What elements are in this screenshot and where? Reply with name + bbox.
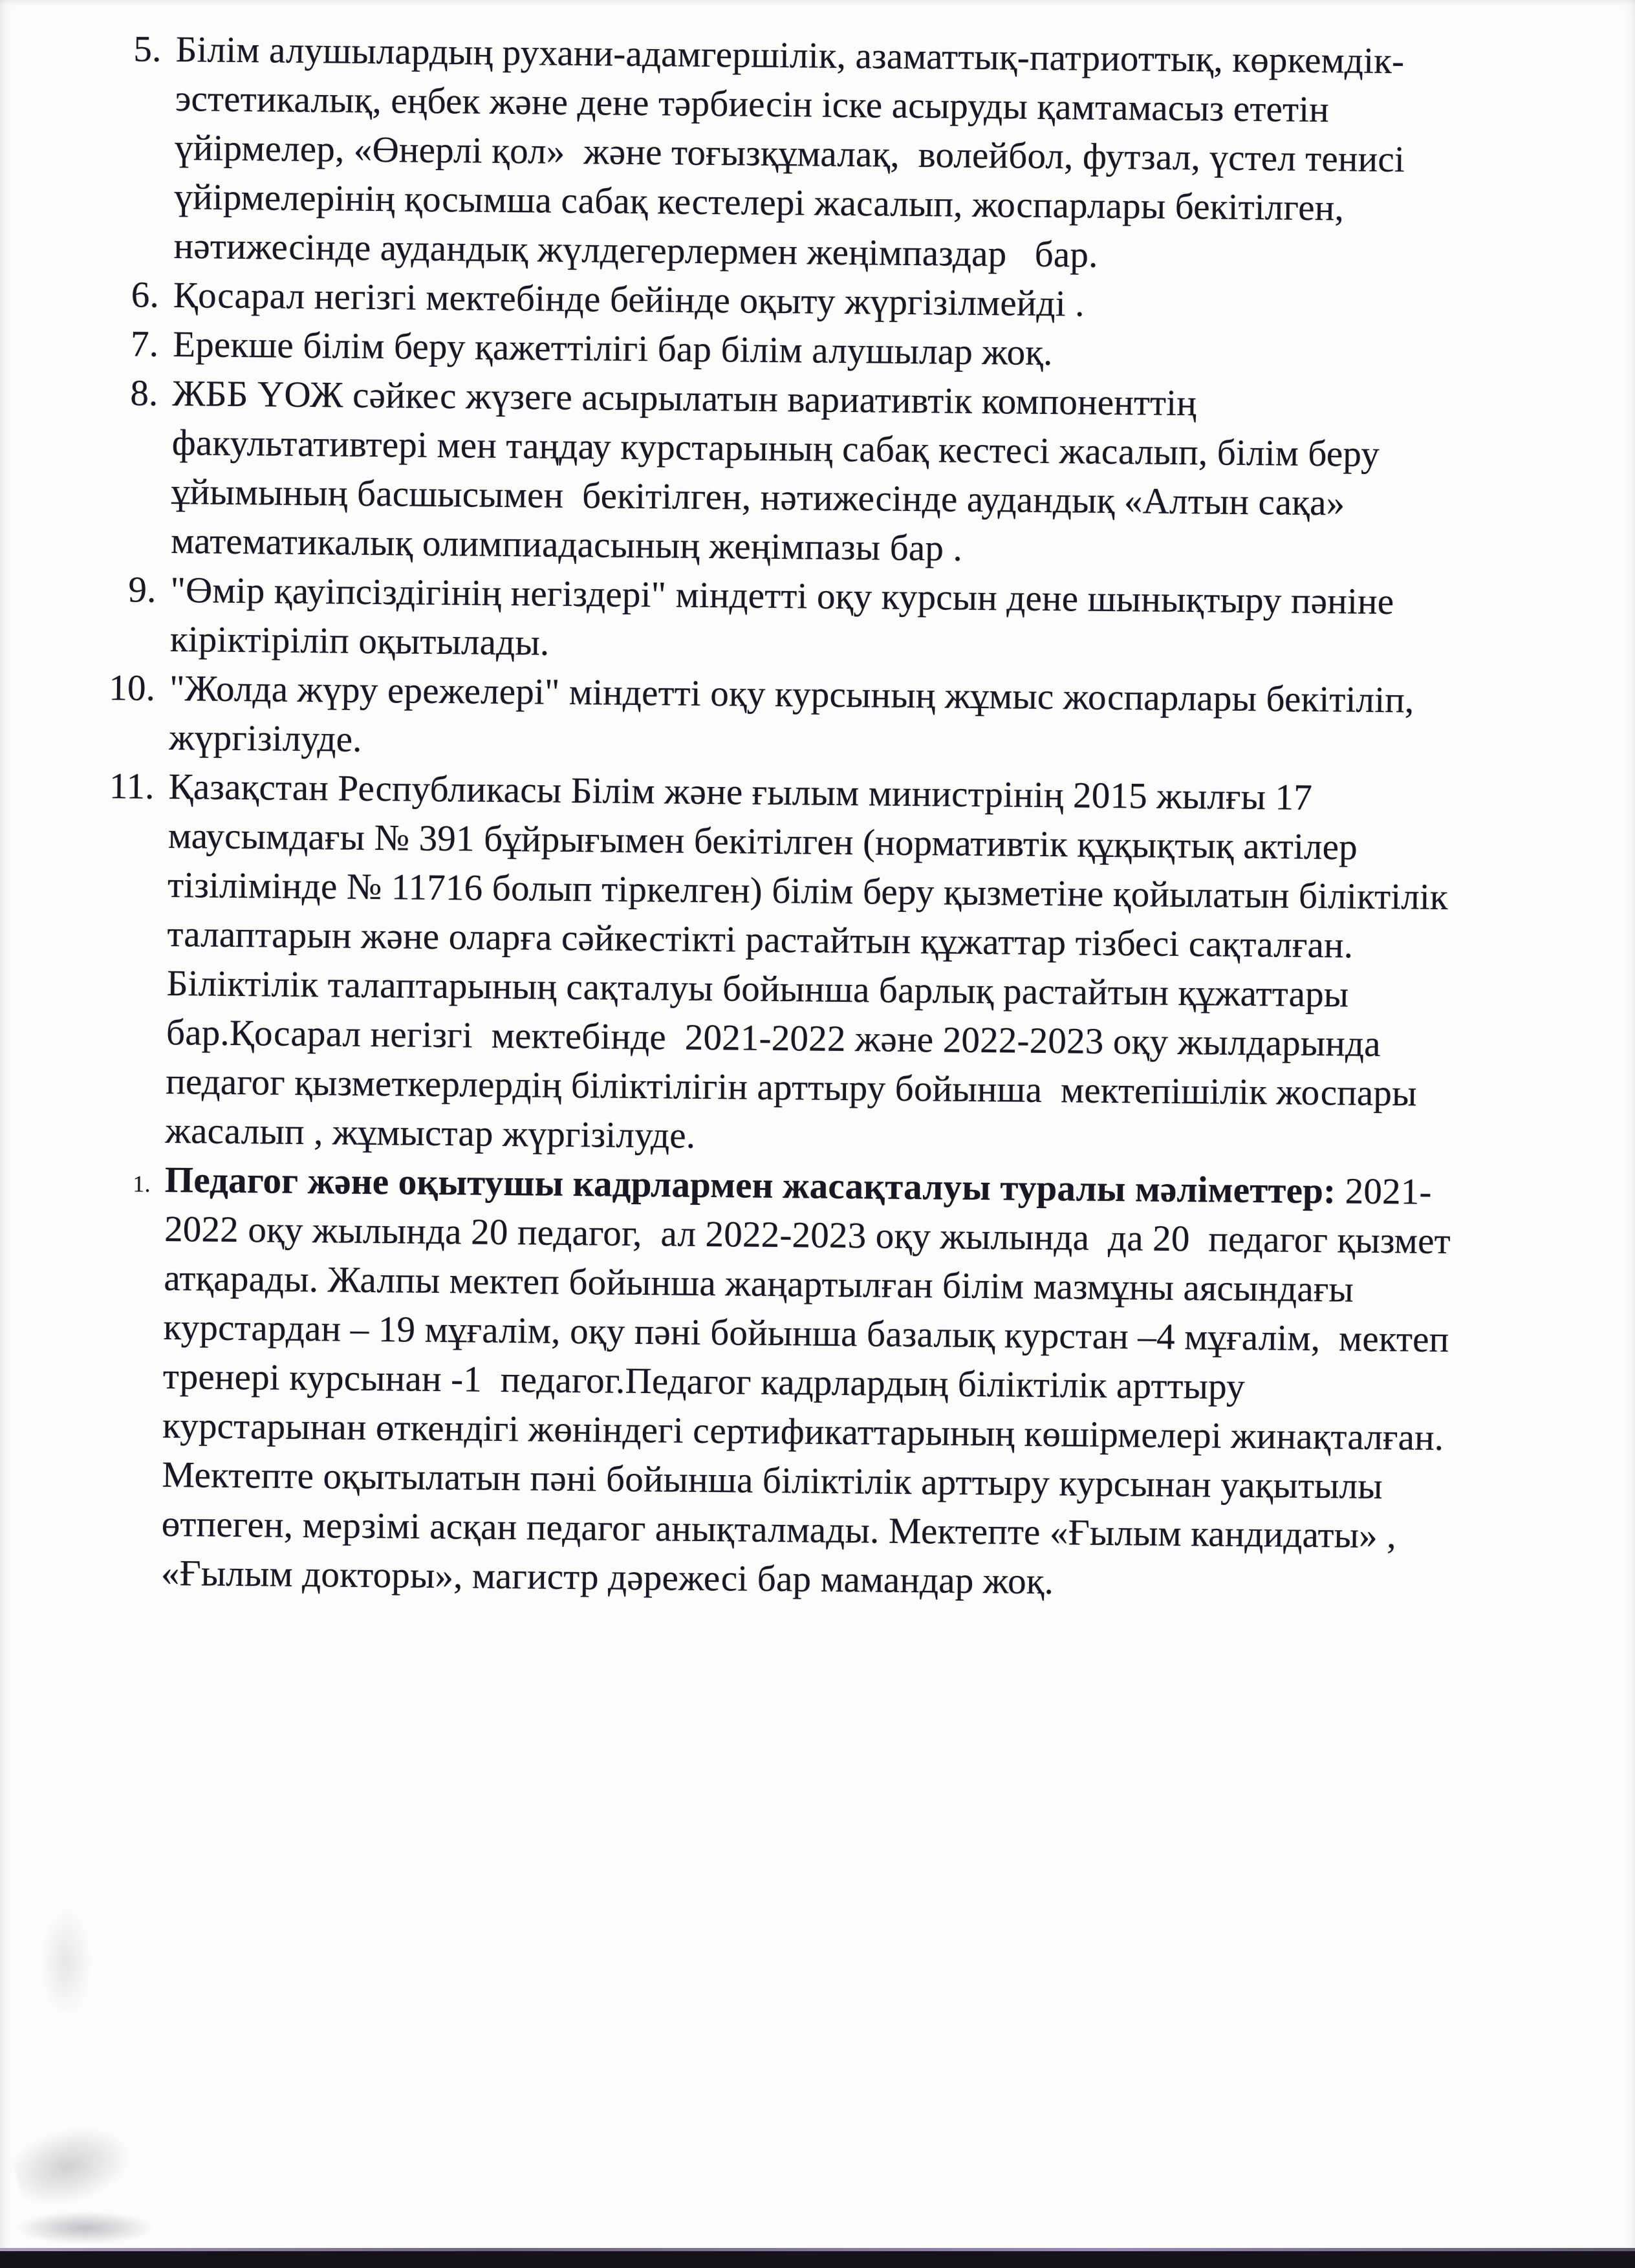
- item-text: [161, 1156, 1451, 1610]
- item-number: 8.: [130, 373, 158, 414]
- list-item-8: [102, 369, 1610, 579]
- item-number: 7.: [130, 323, 159, 365]
- bold-lead: Педагог және оқытушы кадрлармен жасақталуы туралы мәліметтер:: [164, 1159, 1336, 1212]
- document-text-block: [92, 25, 1614, 1612]
- item-text: Қосарал негізгі мектебінде бейінде оқыту жүргізілмейді .: [173, 275, 1085, 325]
- item-number: 6.: [131, 274, 160, 316]
- item-text: Ерекше білім беру қажеттілігі бар білім алушылар жоқ.: [172, 324, 1053, 374]
- item-text: "Өмір қауіпсіздігінің негіздері" міндетті оқу курсын дене шынықтыру пәніне кіріктіріліп оқытылады.: [169, 569, 1394, 664]
- list-item-10: [100, 664, 1607, 776]
- list-item-9: [101, 565, 1608, 678]
- item-number: 10.: [108, 667, 156, 709]
- item-number: 9.: [128, 569, 157, 610]
- item-text: "Жолда жүру ережелері" міндетті оқу курсының жұмыс жоспарлары бекітіліп, жүргізілуде.: [169, 667, 1414, 760]
- list-item-1-bold: [92, 1155, 1603, 1612]
- list-item-5: [104, 25, 1614, 285]
- pencil-smudge: [40, 1908, 92, 2018]
- item-text: Қазақстан Республикасы Білім және ғылым министрінің 2015 жылғы 17 маусымдағы № 391 бұйрығымен бекітілген (нормативтік құқықтық актілер тізілімінде № 11716 болып тіркелген) білім беру қызметіне қойылатын біліктілік талаптарын және оларға сәйкестікті растайтын құжаттар тізбесі сақталған. Біліктілік талаптарының сақталуы бойынша барлық растайтын құжаттары бар.Қосарал негізгі мектебінде 2021-2022 және 2022-2023 оқу жылдарында педагог қызметкерлердің біліктілігін арттыру бойынша мектепішілік жоспары жасалып , жұмыстар жүргізілуде.: [165, 766, 1449, 1156]
- item-number: 1.: [133, 1171, 151, 1197]
- item-text: Білім алушылардың рухани-адамгершілік, азаматтық-патриоттық, көркемдік- эстетикалық, еңбек және дене тәрбиесін іске асыруды қамтамасыз ететін үйірмелер, «Өнерлі қол» және тоғызқұмалақ, волейбол, футзал, үстел тенисі үйірмелерінің қосымша сабақ кестелері жасалып, жоспарлары бекітілген, нәтижесінде аудандық жүлдегерлермен жеңімпаздар бар.: [173, 29, 1405, 275]
- item-text: ЖББ ҮОЖ сәйкес жүзеге асырылатын вариативтік компоненттің факультативтері мен таңдау курстарының сабақ кестесі жасалып, білім беру ұйымының басшысымен бекітілген, нәтижесінде аудандық «Алтын сақа» математикалық олимпиадасының жеңімпазы бар .: [171, 373, 1380, 569]
- scanner-edge-band: [0, 2251, 1635, 2268]
- pencil-smudge: [8, 2115, 139, 2215]
- list-item-11: [96, 762, 1607, 1169]
- item-text-rest: 2021- 2022 оқу жылында 20 педагог, ал 2022-2023 оқу жылында да 20 педагог қызмет атқарады. Жалпы мектеп бойынша жаңартылған білім мазмұны аясындағы курстардан – 19 мұғалім, оқу пәні бойынша базалық курстан –4 мұғалім, мектеп тренері курсынан -1 педагог.Педагог кадрлардың біліктілік арттыру курстарынан өткендігі жөніндегі сертификаттарының көшірмелері жинақталған. Мектепте оқытылатын пәні бойынша біліктілік арттыру курсынан уақытылы өтпеген, мерзімі асқан педагог анықталмады. Мектепте «Ғылым кандидаты» , «Ғылым докторы», магистр дәрежесі бар мамандар жоқ.: [160, 1171, 1451, 1603]
- item-number: 5.: [133, 28, 162, 70]
- item-number: 11.: [109, 766, 155, 807]
- pencil-smudge: [17, 2212, 153, 2244]
